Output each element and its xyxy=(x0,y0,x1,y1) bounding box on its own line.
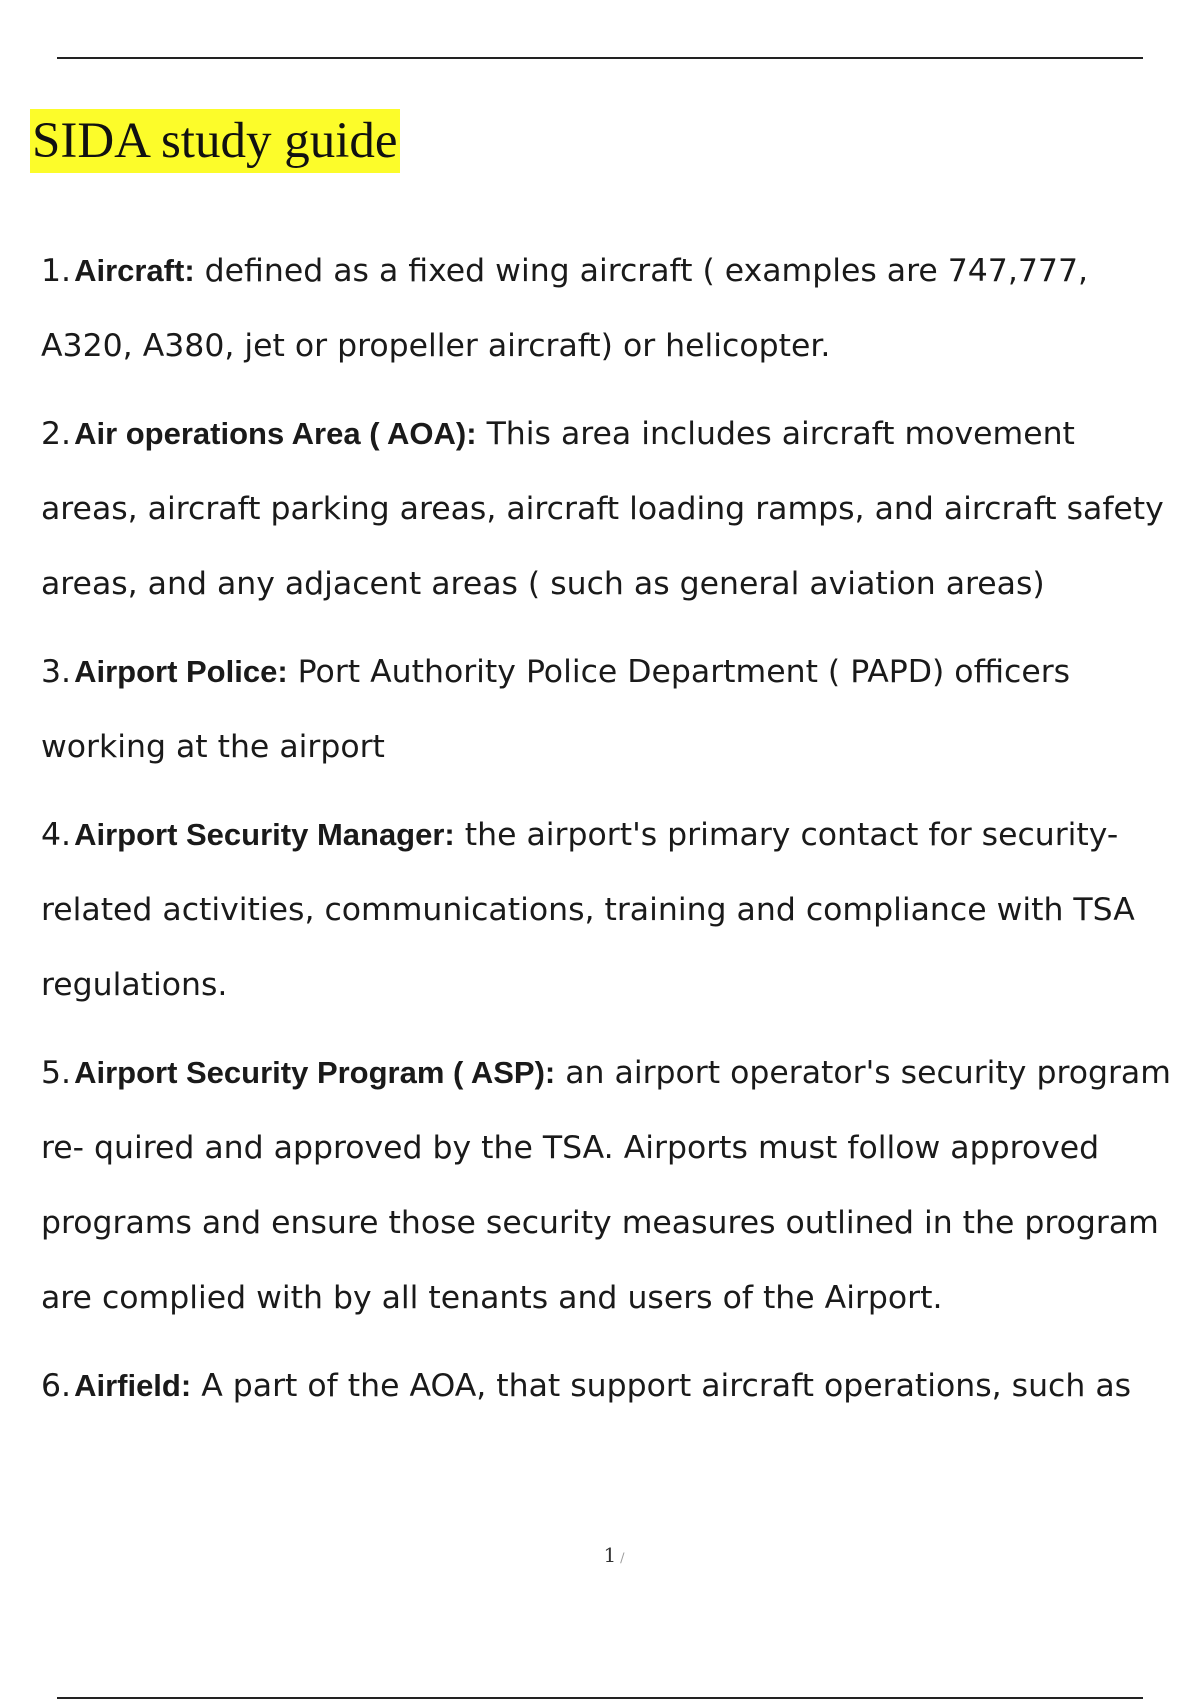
page-number xyxy=(0,1540,1200,1574)
page-separator: / xyxy=(620,1551,625,1566)
top-rule xyxy=(57,57,1143,59)
document-title: SIDA study guide xyxy=(30,109,400,173)
term-name: Air operations Area ( AOA): xyxy=(74,416,477,451)
term-definition: defined as a fixed wing aircraft ( examples are 747,777, A320, A380, jet or propeller aircraft) or helicopter. xyxy=(41,253,1088,364)
glossary-item xyxy=(41,634,1181,785)
term-definition: A part of the AOA, that support aircraft operations, such as xyxy=(201,1368,1132,1404)
glossary-list xyxy=(41,233,1181,1436)
term-name: Aircraft: xyxy=(74,253,195,288)
item-number: 2. xyxy=(41,416,72,452)
term-definition: an airport operator's security program re- quired and approved by the TSA. Airports must follow approved programs and ensure those security measures outlined in the program are complied with by all tenants and users of the Airport. xyxy=(41,1055,1171,1316)
bottom-rule xyxy=(57,1697,1143,1699)
term-name: Airfield: xyxy=(74,1368,192,1403)
page-number-value: 1 xyxy=(603,1543,617,1567)
glossary-item xyxy=(41,1035,1181,1336)
term-name: Airport Security Program ( ASP): xyxy=(74,1055,556,1090)
term-definition: Port Authority Police Department ( PAPD) officers working at the airport xyxy=(41,654,1071,765)
glossary-item xyxy=(41,396,1181,622)
glossary-item xyxy=(41,233,1181,384)
item-number: 1. xyxy=(41,253,72,289)
term-name: Airport Police: xyxy=(74,654,288,689)
term-definition: This area includes aircraft movement areas, aircraft parking areas, aircraft loading ramps, and aircraft safety areas, and any adjacent areas ( such as general aviation areas) xyxy=(41,416,1164,602)
glossary-item xyxy=(41,1348,1181,1424)
glossary-item xyxy=(41,797,1181,1023)
term-definition: the airport's primary contact for security-related activities, communications, training and compliance with TSA regulations. xyxy=(41,817,1135,1003)
item-number: 6. xyxy=(41,1368,72,1404)
term-name: Airport Security Manager: xyxy=(74,817,455,852)
item-number: 3. xyxy=(41,654,72,690)
item-number: 4. xyxy=(41,817,72,853)
item-number: 5. xyxy=(41,1055,72,1091)
